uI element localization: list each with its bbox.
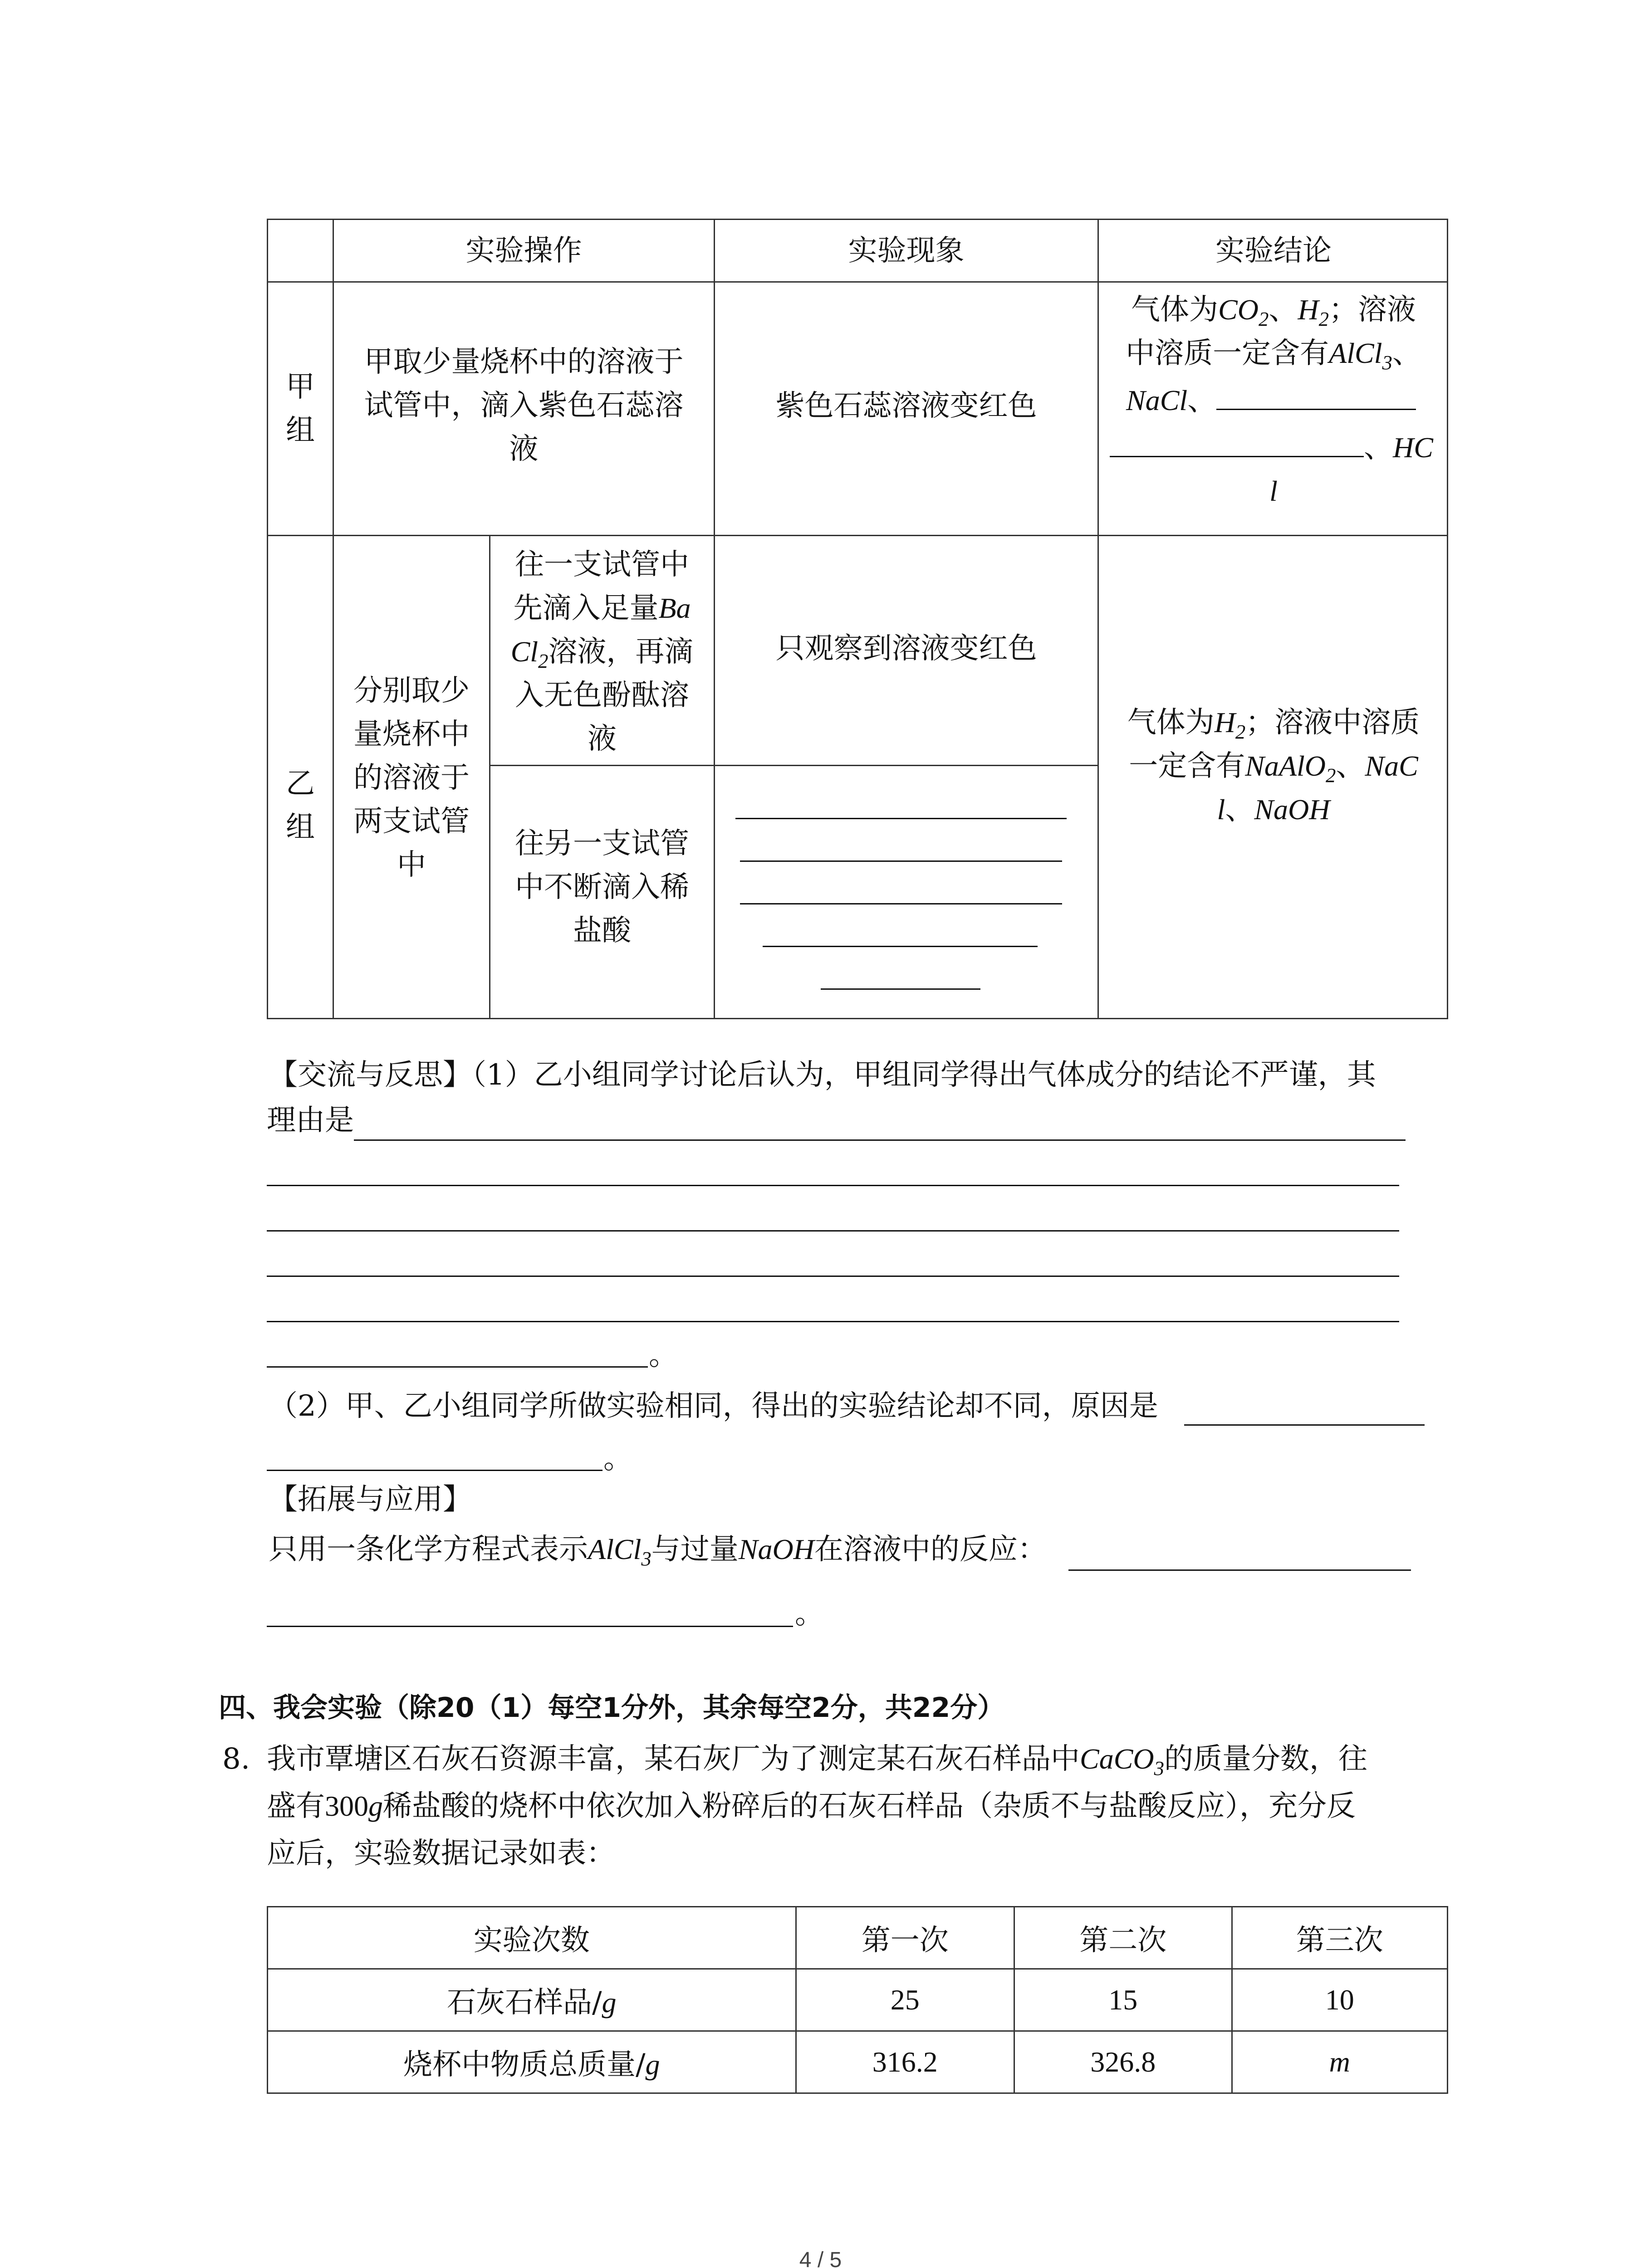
answer-line-q1-4[interactable] [267, 1276, 1399, 1277]
blank-yi-4[interactable] [763, 946, 1038, 947]
exchange-q1: 【交流与反思】（1）乙小组同学讨论后认为，甲组同学得出气体成分的结论不严谨，其 [269, 1058, 1376, 1092]
question-8-number: 8. [222, 1742, 250, 1776]
table-row [268, 2031, 1448, 2093]
extension-title: 【拓展与应用】 [269, 1483, 472, 1516]
answer-line-q2-2[interactable] [267, 1470, 603, 1471]
answer-line-ext-1[interactable] [1068, 1569, 1411, 1571]
header-conclusion: 实验结论 [1215, 234, 1332, 268]
yi-sub1-operation: 往一支试管中 先滴入足量Ba $Cl_2$溶液，再滴 入无色酚酞溶 液 [510, 548, 694, 756]
table-cell: 326.8 [1014, 2031, 1232, 2093]
table-header: 第二次 [1014, 1907, 1232, 1969]
jia-phenomenon: 紫色石蕊溶液变红色 [775, 389, 1037, 423]
answer-line-q2-1[interactable] [1184, 1424, 1425, 1426]
table-row [268, 1969, 1448, 2031]
section-4-title: 四、我会实验（除20（1）每空1分外，其余每空2分，共22分） [219, 1692, 1005, 1724]
yi-operation: 分别取少 量烧杯中 的溶液于 两支试管 中 [353, 674, 470, 882]
exchange-q1-line2: 理由是 [267, 1104, 354, 1137]
table-cell: 烧杯中物质总质量/g [268, 2031, 796, 2093]
blank-yi-5[interactable] [821, 988, 980, 990]
group-yi-label: 乙 组 [286, 767, 315, 844]
answer-line-q1-1[interactable] [354, 1139, 1406, 1141]
table-cell: 316.2 [796, 2031, 1014, 2093]
experiment-table [267, 219, 1448, 1019]
page-number: 4 / 5 [799, 2248, 842, 2268]
exchange-title: 【交流与反思】 [269, 1058, 472, 1092]
extension-question: 只用一条化学方程式表示AlCl$_3$与过量NaOH在溶液中的反应： [269, 1533, 1047, 1570]
jia-conclusion: 气体为$CO_2$、$H_2$；溶液 中溶质一定含有AlCl$_3$、 NaCl、 、HC l [1099, 288, 1448, 513]
yi-conclusion: 气体为$H_2$；溶液中溶质 一定含有NaAlO$_2$、NaC l、NaOH [1127, 706, 1420, 826]
group-jia-label: 甲 组 [286, 370, 315, 447]
blank-yi-2[interactable] [740, 860, 1062, 862]
blank-yi-3[interactable] [740, 903, 1062, 904]
answer-line-q1-3[interactable] [267, 1230, 1399, 1232]
jia-operation: 甲取少量烧杯中的溶液于 试管中，滴入紫色石蕊溶 液 [364, 345, 684, 466]
blank-jia-2[interactable] [1110, 422, 1364, 457]
limestone-data-table [267, 1906, 1448, 2094]
question-8-text: 我市覃塘区石灰石资源丰富，某石灰厂为了测定某石灰石样品中CaCO$_3$的质量分数，往 盛有300g稀盐酸的烧杯中依次加入粉碎后的石灰石样品（杂质不与盐酸反应），充分反 应后，实验数据记录如表： [267, 1742, 1367, 1870]
table-row [268, 1907, 1448, 1969]
yi-sub1-phenomenon: 只观察到溶液变红色 [775, 632, 1037, 665]
header-phenomenon: 实验现象 [848, 234, 965, 268]
table-cell: 25 [796, 1969, 1014, 2031]
exchange-q2: （2）甲、乙小组同学所做实验相同，得出的实验结论却不同，原因是 [269, 1389, 1158, 1423]
answer-line-q1-2[interactable] [267, 1185, 1399, 1186]
document-page: 实验操作 实验现象 实验结论 甲 组 甲取少量烧杯中的溶液于 试管中，滴入紫色石蕊溶 液 紫色石蕊溶液变红色 气体为$CO_2$、$H_2$；溶液 中溶质一定含有AlCl$_3$、 NaCl、 、HC l 乙 组 分别取少 量烧杯中 的溶液于 两支试管 中 往一支试管中 先滴入足量Ba $Cl_2$溶液，再滴 入无色酚酞溶 液 只观察到溶液变红色 往另一支试管 中不断滴入稀 盐酸 气体为$H_2$；溶液中溶质 一定含有NaAlO$_2$、NaC l、NaOH 【交流与反思】（1）乙小组同学讨论后认为，甲组同学得出气体成分的结论不严谨，其 理由是 。 （2）甲、乙小组同学所做实验相同，得出的实验结论却不同，原因是 。 【拓展与应用】 只用一条化学方程式表示AlCl$_3$与过量NaOH在溶液中的反应： 。 四、我会实验（除20（1）每空1分外，其余每空2分，共22分） 8. 我市覃塘区石灰石资源丰富，某石灰厂为了测定某石灰石样品中CaCO$_3$的质量分数，往 盛有300g稀盐酸的烧杯中依次加入粉碎后的石灰石样品（杂质不与盐酸反应），充分反 应后，实验数据记录如表： 实验次数 第一次 第二次 第三次 石灰石样品/g 25 15 10 烧杯中物质总质量/g 316.2 326.8 m 4 / 5 [0, 0, 1641, 2268]
answer-line-q1-5[interactable] [267, 1321, 1399, 1322]
table-cell: 10 [1232, 1969, 1447, 2031]
table-cell: 15 [1014, 1969, 1232, 2031]
answer-line-q1-6[interactable] [267, 1366, 648, 1368]
blank-yi-1[interactable] [735, 818, 1067, 819]
table-header: 第三次 [1232, 1907, 1447, 1969]
table-cell: m [1232, 2031, 1447, 2093]
answer-line-ext-2[interactable] [267, 1626, 793, 1627]
table-cell: 石灰石样品/g [268, 1969, 796, 2031]
header-operation: 实验操作 [465, 234, 582, 268]
yi-sub2-operation: 往另一支试管 中不断滴入稀 盐酸 [515, 827, 689, 948]
table-header: 第一次 [796, 1907, 1014, 1969]
blank-jia-1[interactable] [1216, 375, 1416, 410]
table-header: 实验次数 [268, 1907, 796, 1969]
